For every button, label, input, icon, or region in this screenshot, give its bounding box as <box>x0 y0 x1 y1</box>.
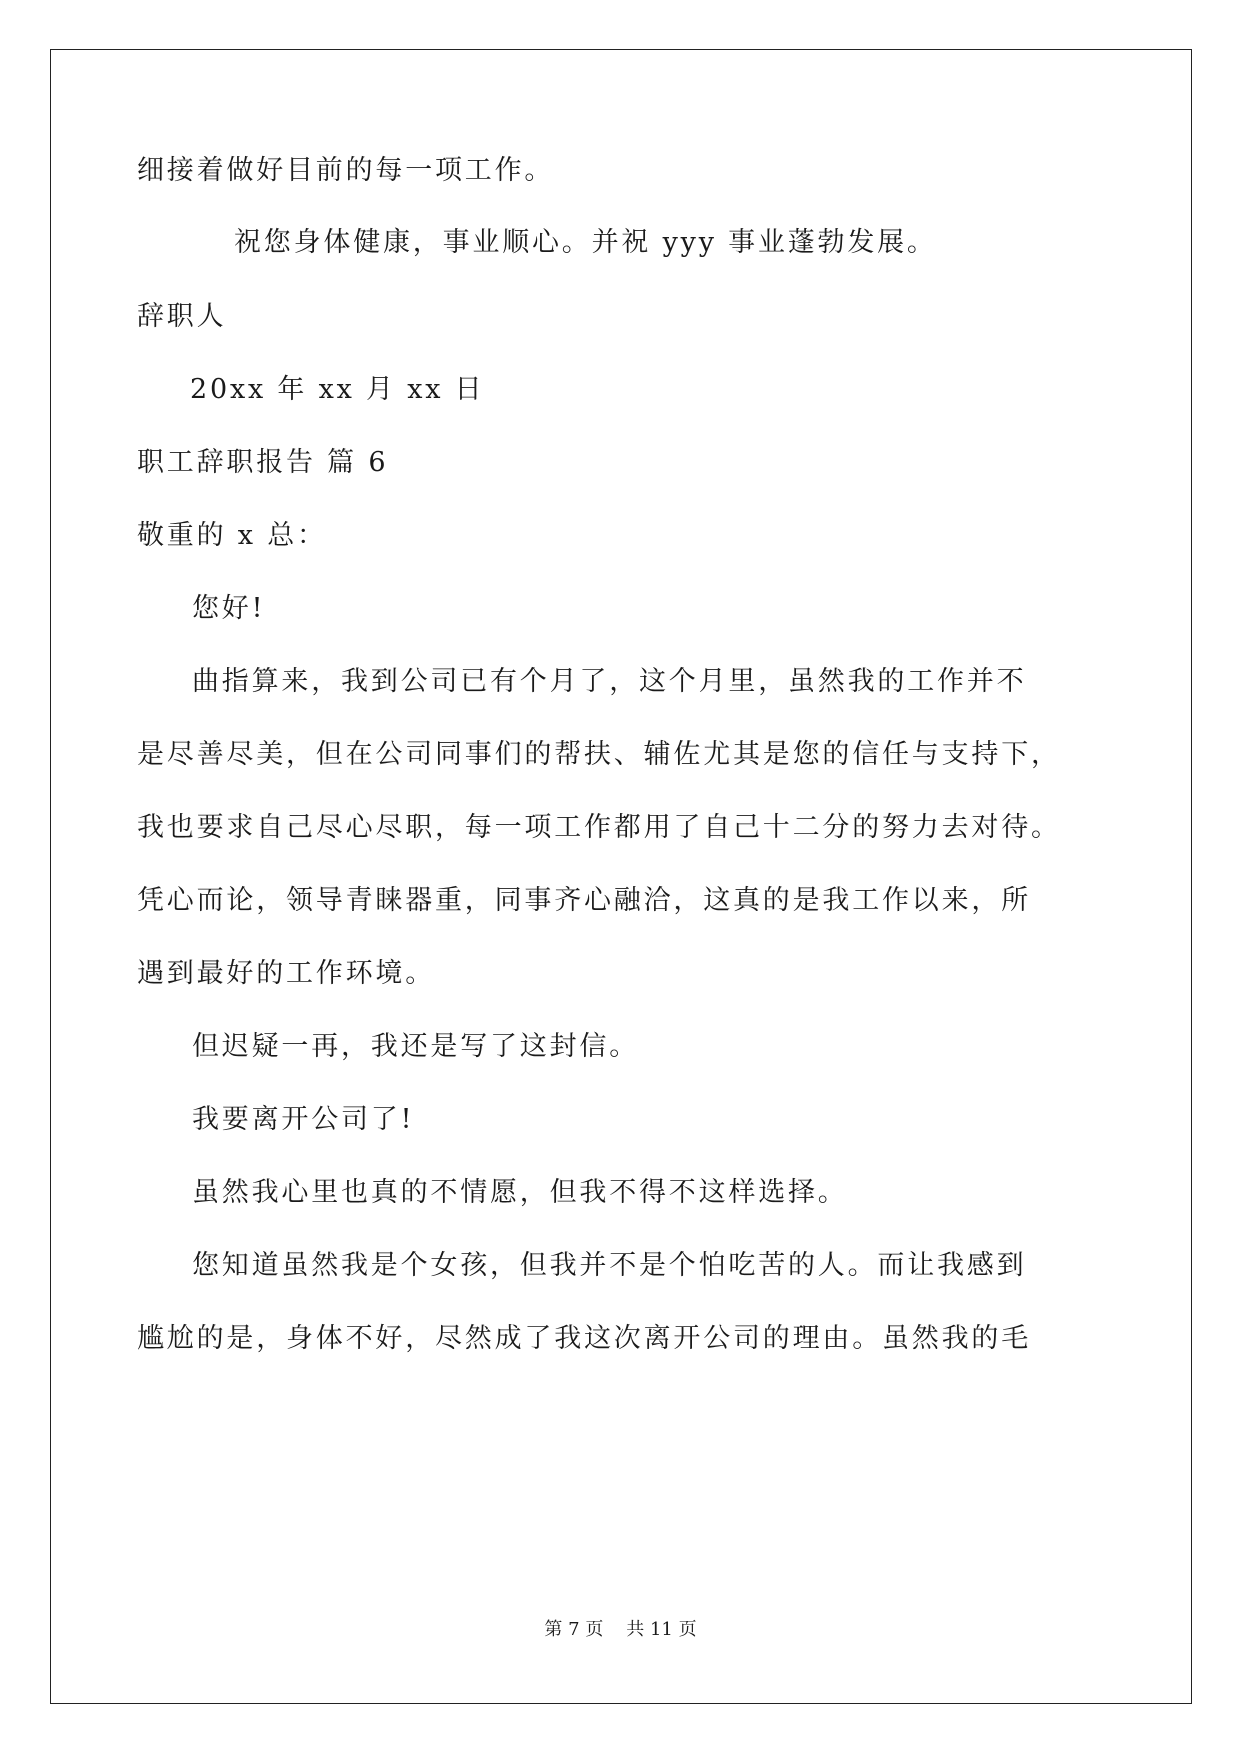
text-line: 您知道虽然我是个女孩，但我并不是个怕吃苦的人。而让我感到 <box>192 1250 1027 1281</box>
text-line: 细接着做好目前的每一项工作。 <box>137 155 555 186</box>
text-line: 是尽善尽美，但在公司同事们的帮扶、辅佐尤其是您的信任与支持下， <box>137 739 1061 770</box>
greeting: 您好! <box>192 593 266 624</box>
text-line: 我要离开公司了! <box>192 1104 415 1135</box>
text-line: 曲指算来，我到公司已有个月了，这个月里，虽然我的工作并不 <box>192 666 1027 697</box>
text-line: 但迟疑一再，我还是写了这封信。 <box>192 1031 639 1062</box>
date-line: 20xx 年 xx 月 xx 日 <box>190 374 485 405</box>
text-line: 尴尬的是，身体不好，尽然成了我这次离开公司的理由。虽然我的毛 <box>137 1323 1031 1354</box>
page-number: 第 7 页 <box>544 1619 604 1640</box>
page-footer <box>0 1618 1241 1642</box>
text-line: 辞职人 <box>137 301 227 332</box>
text-line: 祝您身体健康，事业顺心。并祝 yyy 事业蓬勃发展。 <box>234 227 937 258</box>
page-total: 共 11 页 <box>626 1619 697 1640</box>
text-line: 我也要求自己尽心尽职，每一项工作都用了自己十二分的努力去对待。 <box>137 812 1061 843</box>
text-line: 遇到最好的工作环境。 <box>137 958 435 989</box>
text-line: 虽然我心里也真的不情愿，但我不得不这样选择。 <box>192 1177 848 1208</box>
text-line: 凭心而论，领导青睐器重，同事齐心融洽，这真的是我工作以来，所 <box>137 885 1031 916</box>
section-heading: 职工辞职报告 篇 6 <box>137 447 389 478</box>
salutation: 敬重的 x 总： <box>137 520 327 551</box>
